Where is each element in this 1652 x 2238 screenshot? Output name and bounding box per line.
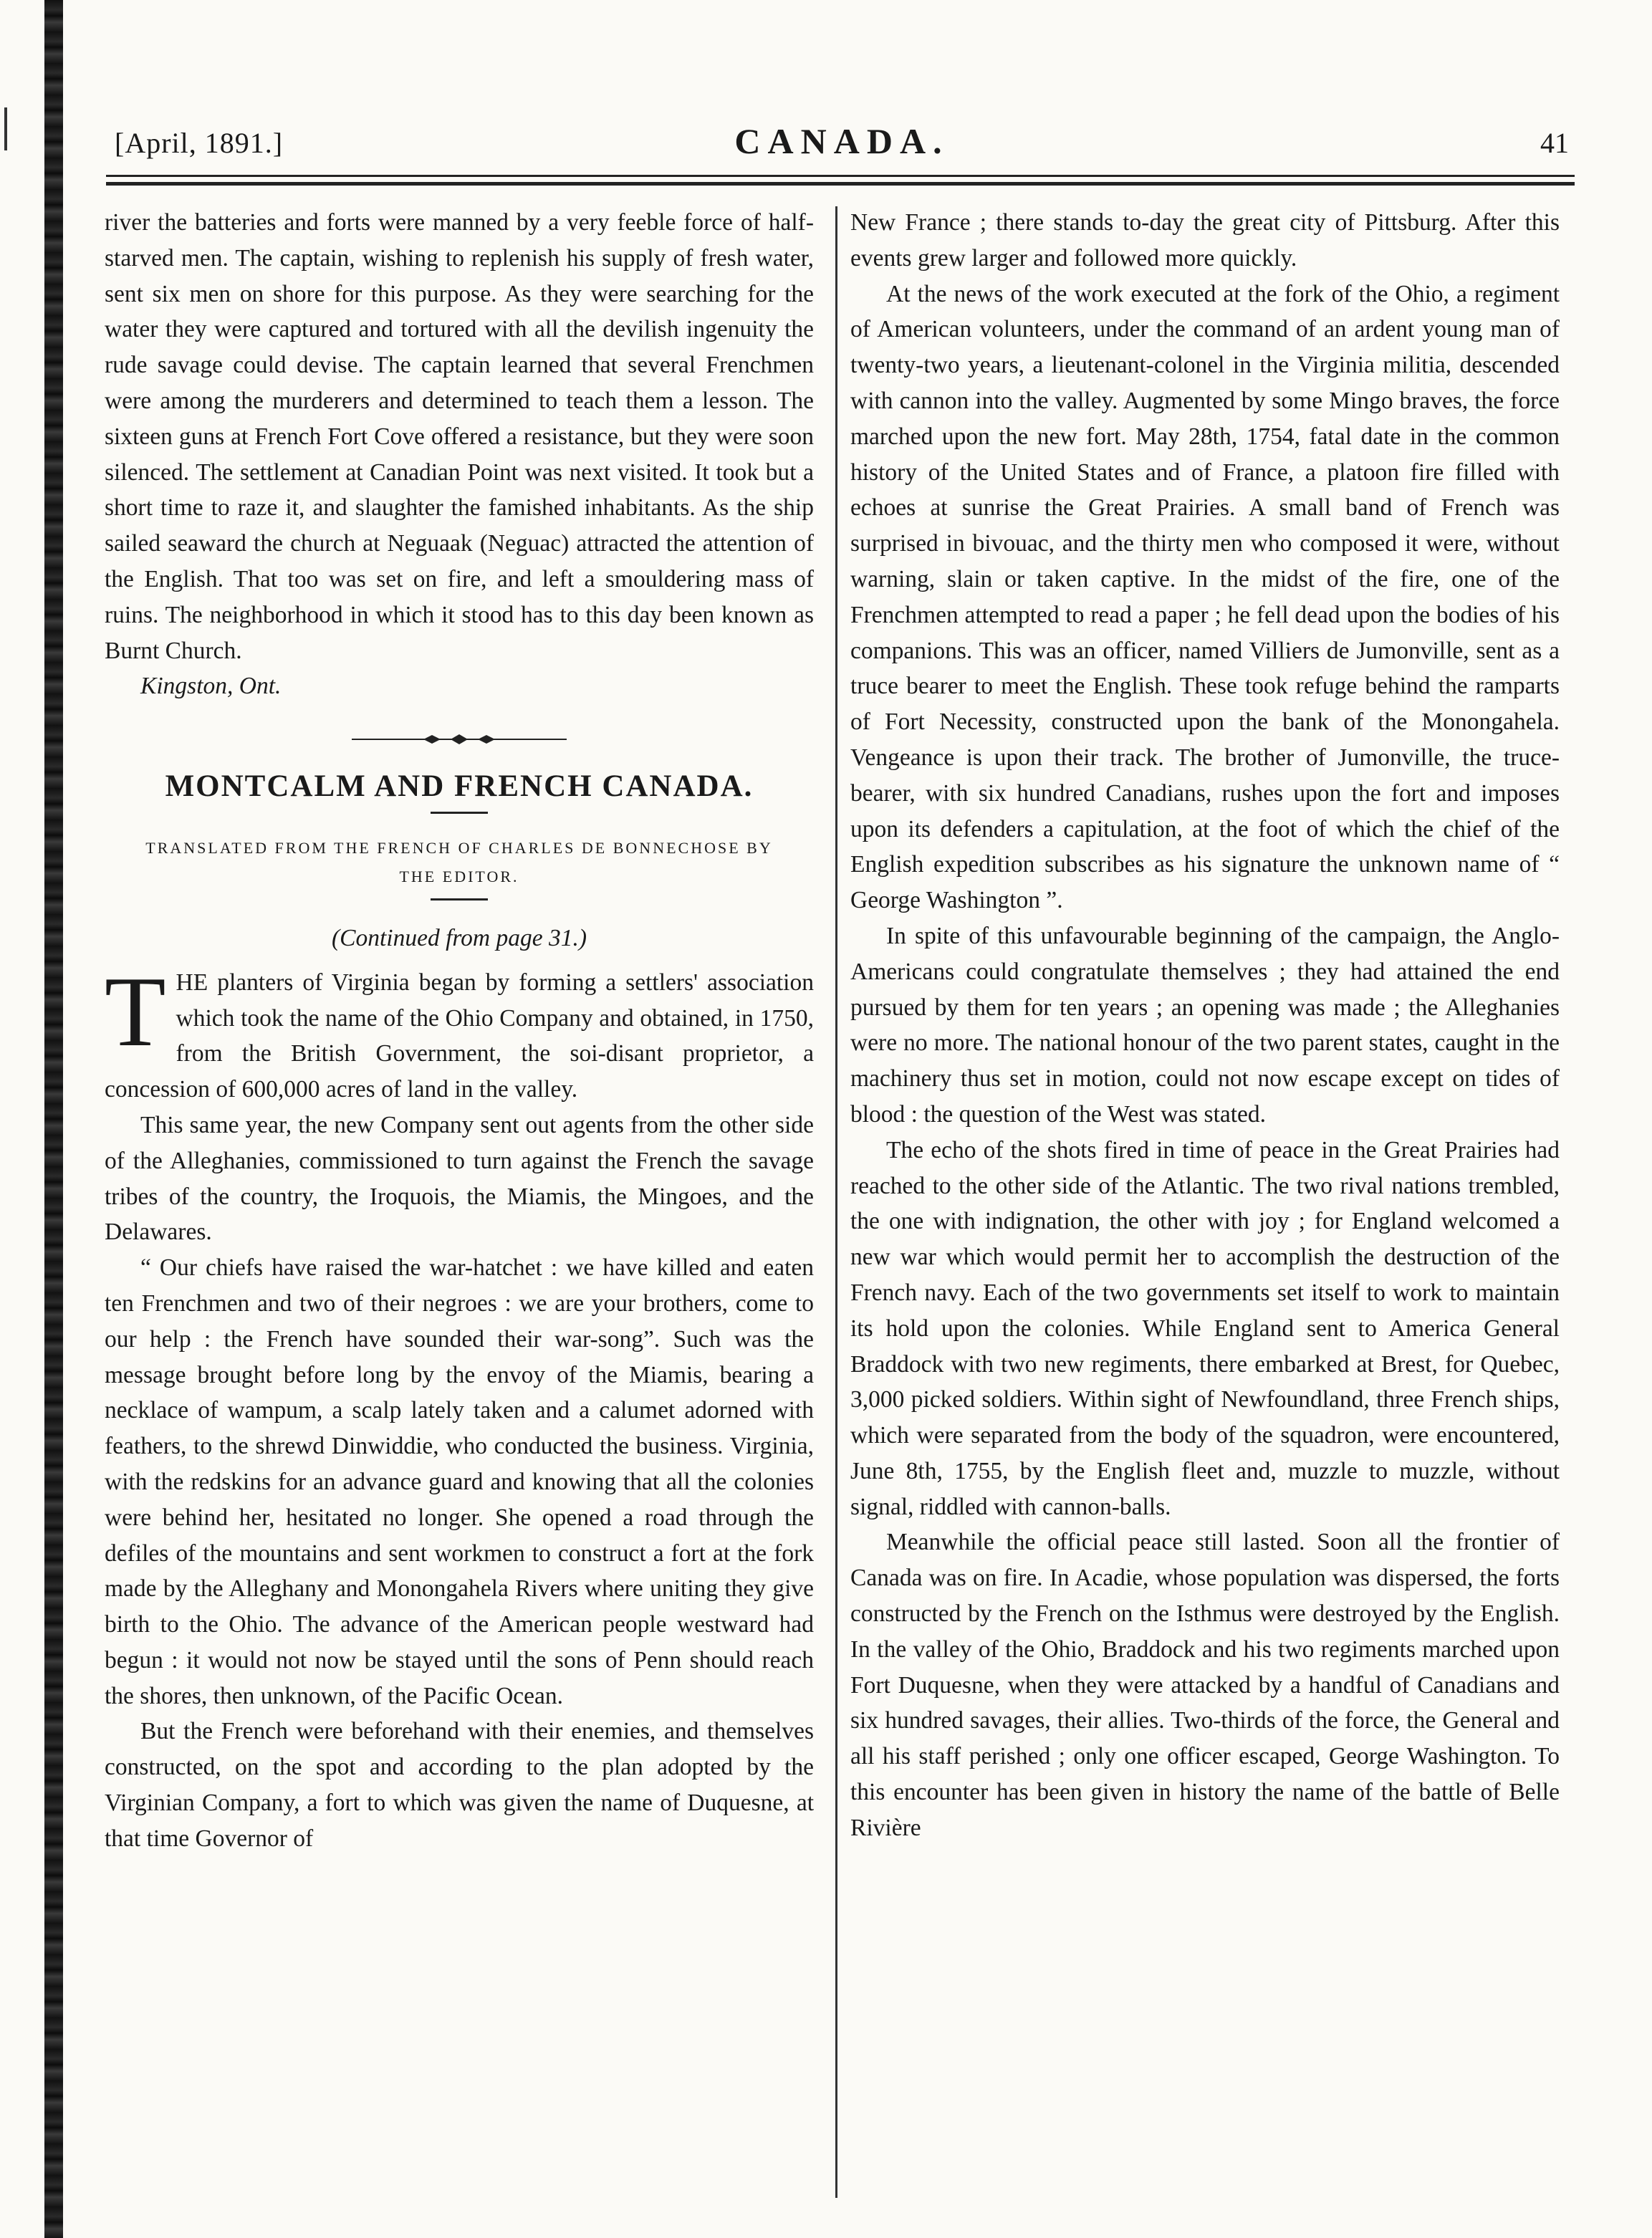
paragraph: But the French were beforehand with their enemies, and themselves constructed, on the spot and according to the plan adopted by the Virginian Company, a fort to which was given the name of Duquesne, at that time Governor of [105,1718,814,1852]
binding-edge [44,0,63,2238]
left-column [105,205,814,1857]
continued-note: (Continued from page 31.) [331,924,587,951]
byline-place: Kingston, Ont. [140,673,282,700]
paragraph: In spite of this unfavourable beginning of the campaign, the Anglo-Americans could congratulate themselves ; they had attained the end pursued by them for ten years ; an opening was made ; the Alleghanies were no more. The national honour of the two parent states, caught in the machinery thus set in motion, could not now escape except on tides of blood : the question of the West was stated. [850,922,1560,1128]
paragraph: river the batteries and forts were manned by a very feeble force of half-starved men. The captain, wishing to replenish his supply of fresh water, sent six men on shore for this purpose. As they were searching for the water they were captured and tortured with all the devilish ingenuity the rude savage could devise. The captain learned that several Frenchmen were among the murderers and determined to teach them a lesson. The sixteen guns at French Fort Cove offered a resistance, but they were soon silenced. The settlement at Canadian Point was next visited. It took but a short time to raze it, and slaughter the famished inhabitants. As the ship sailed seaward the church at Neguaak (Neguac) attracted the attention of the English. That too was set on fire, and left a smouldering mass of ruins. The neighborhood in which it stood has to this day been known as Burnt Church. [105,209,814,664]
header-rule-thick [106,182,1575,186]
page-header [115,120,1569,171]
subtitle-rule [431,898,488,901]
journal-title: CANADA. [734,121,949,161]
paragraph: The echo of the shots fired in time of peace in the Great Prairies had reached to the other side of the Atlantic. The two rival nations trembled, the one with indignation, the other with joy ; for England welcomed a new war which would permit her to accomplish the destruction of the French navy. Each of the two governments set itself to work to maintain its hold upon the colonies. While England sent to America General Braddock with two new regiments, there embarked at Brest, for Quebec, 3,000 picked soldiers. Within sight of Newfoundland, three French ships, which were separated from the body of the squadron, were encountered, June 8th, 1755, by the English fleet and, muzzle to muzzle, without signal, riddled with cannon-balls. [850,1136,1560,1520]
right-column [850,205,1560,1846]
page-number: 41 [1540,127,1569,159]
margin-mark [4,107,7,150]
header-rule-thin [106,175,1575,177]
title-rule [431,812,488,814]
article-title: MONTCALM AND FRENCH CANADA. [165,769,754,804]
paragraph: At the news of the work executed at the fork of the Ohio, a regiment of American volunteers, under the command of an ardent young man of twenty-two years, a lieutenant-colonel in the Virginia militia, descended with cannon into the valley. Augmented by some Mingo braves, the force marched upon the new fort. May 28th, 1754, fatal date in the common history of the United States and of France, a platoon fire filled with echoes at sunrise the Great Prairies. A small band of French was surprised in bivouac, and the thirty men who composed it were, without warning, slain or taken captive. In the midst of the fire, one of the Frenchmen attempted to read a paper ; he fell dead upon the bodies of his companions. This was an officer, named Villiers de Jumonville, sent as a truce bearer to meet the English. These took refuge behind the ramparts of Fort Necessity, constructed upon the bank of the Monongahela. Vengeance is upon their track. The brother of Jumonville, the truce-bearer, with six hundred Canadians, rushes upon the fort and imposes upon its defenders a capitulation, at the foot of which the chief of the English expedition subscribes as his signature the unknown name of “ George Washington ”. [850,280,1560,914]
paragraph: This same year, the new Company sent out agents from the other side of the Alleghanies, commissioned to turn against the French the savage tribes of the country, the Iroquois, the Miamis, the Mingoes, and the Delawares. [105,1111,814,1246]
article-subtitle: TRANSLATED FROM THE FRENCH OF CHARLES DE BONNECHOSE BY THE EDITOR. [145,838,773,885]
ornament-divider [105,721,814,743]
column-divider [835,206,837,2198]
paragraph: Meanwhile the official peace still lasted. Soon all the frontier of Canada was on fire. In Acadie, whose population was dispersed, the forts constructed by the French on the Isthmus were destroyed by the English. In the valley of the Ohio, Braddock and his two regiments marched upon Fort Duquesne, when they were attacked by a handful of Canadians and six hundred savages, their allies. Two-thirds of the force, the General and all his staff perished ; only one officer escaped, George Washington. To this encounter has been given in history the name of the battle of Belle Rivière [850,1529,1560,1841]
paragraph: “ Our chiefs have raised the war-hatchet : we have killed and eaten ten Frenchmen and two of their negroes : we are your brothers, come to our help : the French have sounded their war-song”. Such was the message brought before long by the envoy of the Miamis, bearing a necklace of wampum, a scalp lately taken and a calumet adorned with feathers, to the shrewd Dinwiddie, who conducted the business. Virginia, with the redskins for an advance guard and knowing that all the colonies were behind her, hesitated no longer. She opened a road through the defiles of the mountains and sent workmen to construct a fort at the fork made by the Alleghany and Monongahela Rivers where uniting they give birth to the Ohio. The advance of the American people westward had begun : it would not now be stayed until the sons of Penn should reach the shores, then unknown, of the Pacific Ocean. [105,1254,814,1709]
drop-cap: T [105,956,166,1067]
paragraph: HE planters of Virginia began by forming a settlers' association which took the name of the Ohio Company and obtained, in 1750, from the British Government, the soi-disant proprietor, a concession of 600,000 acres of land in the valley. [105,969,814,1103]
paragraph: New France ; there stands to-day the great city of Pittsburg. After this events grew larger and followed more quickly. [850,209,1560,272]
issue-date: [April, 1891.] [115,127,284,159]
